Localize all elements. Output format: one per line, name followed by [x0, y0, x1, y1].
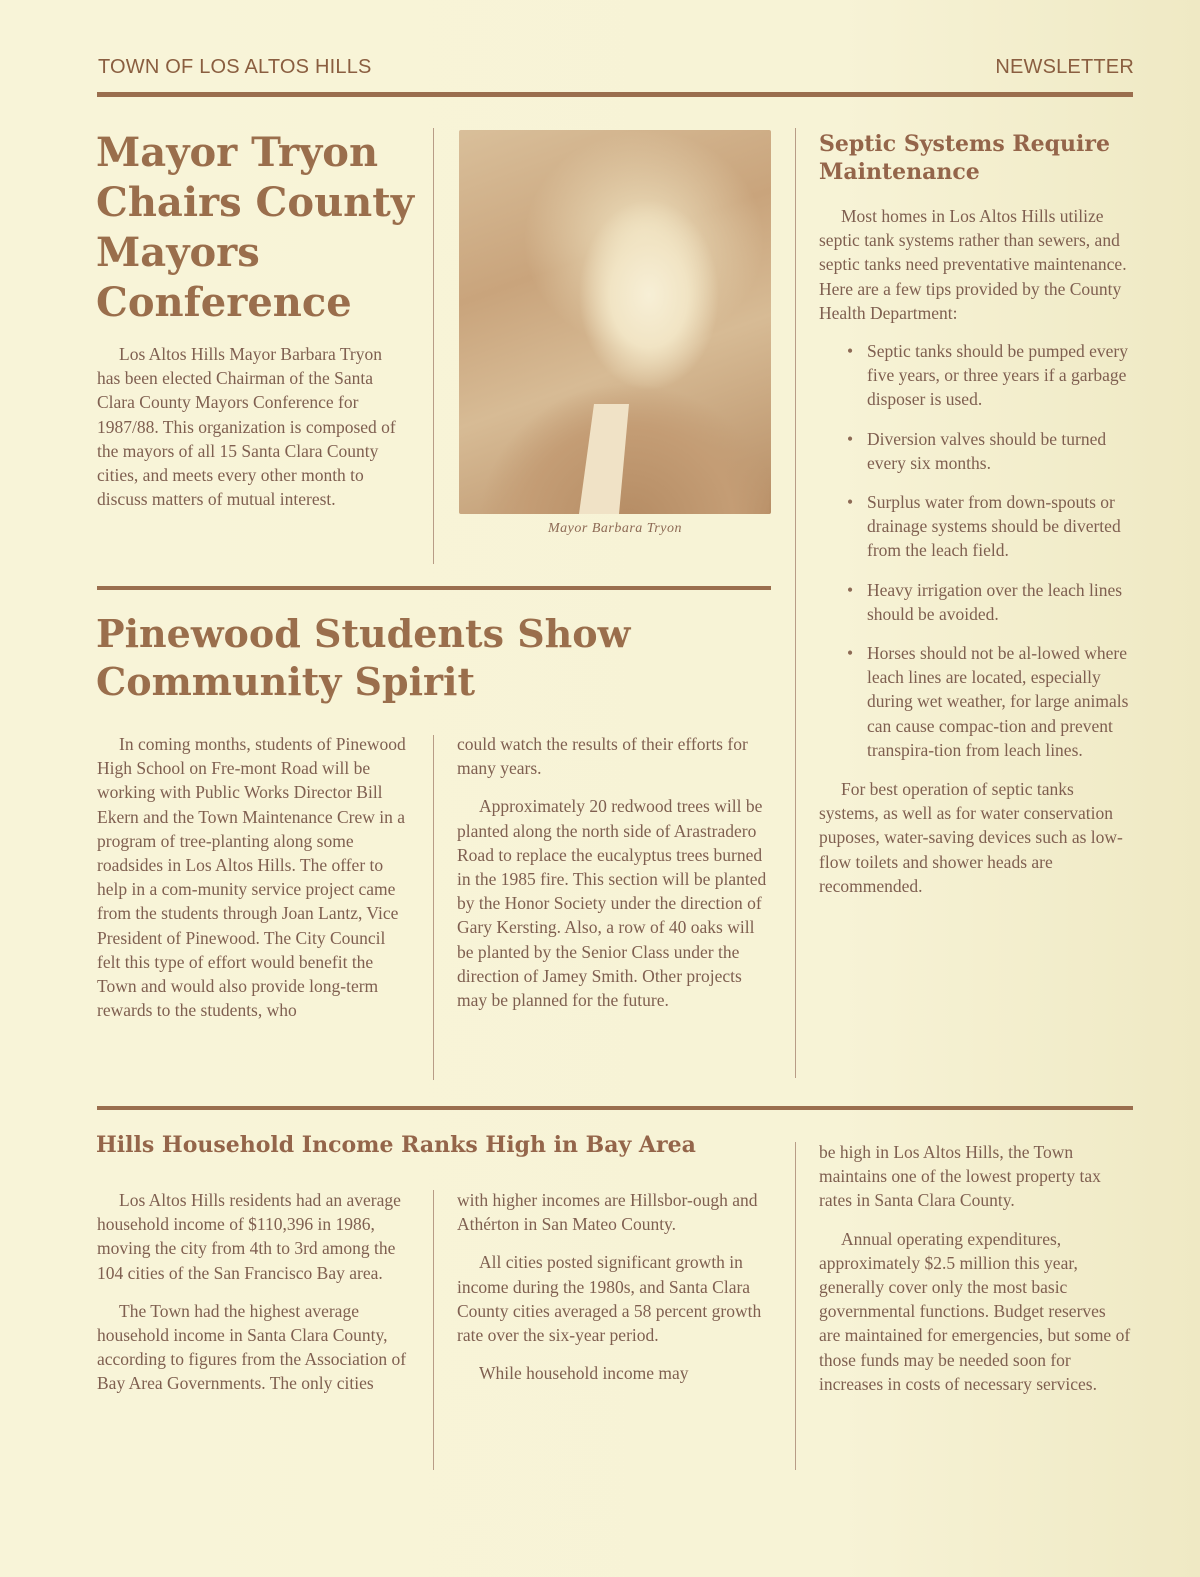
pinewood-col1 — [97, 732, 409, 1036]
income-col1 — [97, 1188, 409, 1410]
mayor-headline: Mayor Tryon Chairs County Mayors Conference — [96, 129, 414, 326]
paragraph: Annual operating expenditures, approximately $2.5 million this year, generally cover only the most basic governmental functions. Budget reserves are maintained for emergencies, but some of those funds may be needed soon for increases in costs of necessary services. — [819, 1228, 1131, 1394]
bullet-icon: • — [847, 341, 854, 362]
income-col3 — [819, 1140, 1131, 1410]
paragraph: Los Altos Hills residents had an average household income of $110,396 in 1986, moving the city from 4th to 3rd among the 104 cities of the San Francisco Bay area. — [97, 1190, 401, 1283]
publication-type: NEWSLETTER — [995, 56, 1134, 78]
paragraph: Los Altos Hills Mayor Barbara Tryon has been elected Chairman of the Santa Clara County Mayors Conference for 1987/88. This organization is composed of the mayors of all 15 Santa Clara County cities, and meets every other month to discuss matters of mutual interest. — [97, 344, 396, 510]
paragraph: In coming months, students of Pinewood High School on Fre-mont Road will be working with Public Works Director Bill Ekern and the Town Maintenance Crew in a program of tree-planting along some roadsides in Los Altos Hills. The offer to help in a com-munity service project came from the students through Joan Lantz, Vice President of Pinewood. The City Council felt this type of effort would benefit the Town and would also provide long-term rewards to the students, who — [97, 734, 406, 1021]
bullet-icon: • — [847, 643, 854, 664]
column-divider — [433, 735, 434, 1080]
list-item: • Surplus water from down-spouts or drainage systems should be diverted from the leach field. — [847, 492, 1121, 561]
bullet-icon: • — [847, 579, 854, 600]
section-rule — [97, 586, 771, 590]
list-item: • Diversion valves should be turned every six months. — [847, 428, 1107, 473]
list-item: • Horses should not be al-lowed where leach lines are located, especially during wet weather, for large animals can cause compac-tion and prevent transpira-tion from leach lines. — [847, 643, 1129, 760]
pinewood-col2 — [457, 732, 769, 1026]
paragraph: The Town had the highest average household income in Santa Clara County, according to figures from the Association of Bay Area Governments. The only cities — [97, 1300, 407, 1394]
income-col2 — [457, 1188, 769, 1399]
bullet-icon: • — [847, 492, 854, 513]
septic-tips-list — [819, 339, 1131, 762]
paragraph-continued: be high in Los Altos Hills, the Town maintains one of the lowest property tax rates in Santa Clara County. — [819, 1142, 1101, 1211]
septic-body — [819, 204, 1131, 912]
paragraph: Approximately 20 redwood trees will be planted along the north side of Arastradero Road to replace the eucalyptus trees burned in the 1985 fire. This section will be planted by the Honor Society under the direction of Gary Kersting. Also, a row of 40 oaks will be planted by the Senior Class under the direction of Jamey Smith. Other projects may be planned for the future. — [457, 796, 767, 1011]
column-divider — [795, 128, 796, 1078]
publisher-name: TOWN OF LOS ALTOS HILLS — [98, 56, 372, 78]
mayor-body — [97, 342, 409, 525]
income-headline: Hills Household Income Ranks High in Bay Area — [96, 1132, 696, 1158]
mayor-photo — [459, 130, 771, 514]
column-divider — [795, 1142, 796, 1470]
septic-headline: Septic Systems Require Maintenance — [819, 131, 1110, 185]
masthead — [98, 56, 1134, 86]
list-item: • Septic tanks should be pumped every five years, or three years if a garbage disposer is used. — [847, 341, 1128, 410]
section-rule — [97, 1106, 1133, 1110]
septic-closing: For best operation of septic tanks systems, as well as for water conservation puposes, water-saving devices such as low-flow toilets and shower heads are recommended. — [819, 779, 1123, 896]
paragraph: All cities posted significant growth in income during the 1980s, and Santa Clara County cities averaged a 58 percent growth rate over the six-year period. — [457, 1252, 762, 1346]
paragraph-continued: could watch the results of their efforts for many years. — [457, 734, 748, 779]
bullet-icon: • — [847, 428, 854, 449]
pinewood-headline: Pinewood Students Show Community Spirit — [96, 611, 631, 704]
paragraph: While household income may — [479, 1363, 689, 1384]
column-divider — [433, 1190, 434, 1470]
septic-intro: Most homes in Los Altos Hills utilize septic tank systems rather than sewers, and septic tanks need preventative maintenance. Here are a few tips provided by the County Health Department: — [819, 206, 1127, 323]
photo-caption: Mayor Barbara Tryon — [548, 521, 682, 536]
paragraph-continued: with higher incomes are Hillsbor-ough and Athérton in San Mateo County. — [457, 1190, 758, 1235]
masthead-rule — [97, 92, 1133, 97]
column-divider — [433, 128, 434, 564]
list-item: • Heavy irrigation over the leach lines should be avoided. — [847, 579, 1123, 624]
